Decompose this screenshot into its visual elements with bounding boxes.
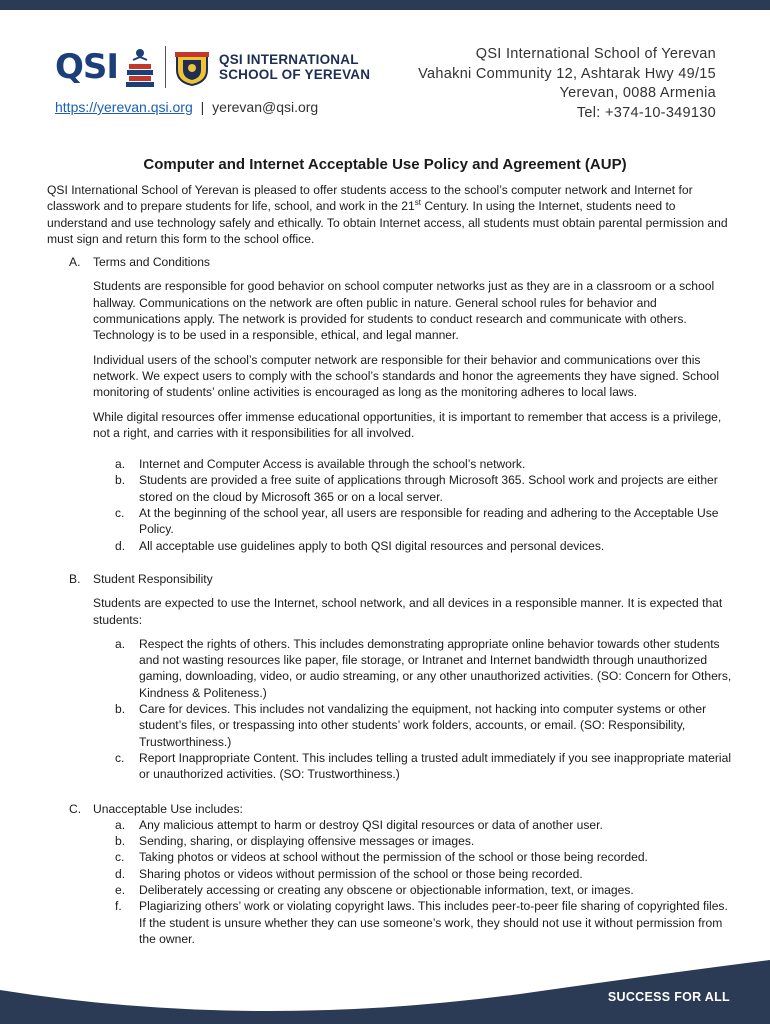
list-item bbox=[115, 750, 737, 783]
list-item bbox=[115, 538, 737, 554]
school-address bbox=[418, 45, 716, 123]
section-a-paragraph-3: While digital resources offer immense educational opportunities, it is important to remember that access is a privilege, not a right, and carries with it responsibilities for all involved. bbox=[93, 409, 722, 440]
section-label: B. bbox=[69, 571, 81, 586]
section-title: Student Responsibility bbox=[93, 571, 213, 586]
list-marker: c. bbox=[115, 850, 125, 865]
list-marker: b. bbox=[115, 702, 126, 717]
list-item bbox=[115, 636, 737, 701]
list-item bbox=[115, 472, 737, 505]
list-text: Students are provided a free suite of applications through Microsoft 365. School work and projects are either stored on the cloud by Microsoft 365 or on a local server. bbox=[139, 473, 718, 504]
list-text: Internet and Computer Access is available through the school’s network. bbox=[139, 457, 526, 472]
address-line-2: Vahakni Community 12, Ashtarak Hwy 49/15 bbox=[418, 65, 716, 82]
list-marker: a. bbox=[115, 817, 126, 832]
list-text: Care for devices. This includes not vandalizing the equipment, not hacking into computer systems or other student’s files, or trespassing into other students’ work folders, accounts, or email. (SO: Responsibility, Trustworthiness.) bbox=[139, 702, 707, 749]
intro-text-1: QSI International School of Yerevan is pleased to offer students access to the school’s computer network and Internet for classwork and to prepare students for life, school, and work in the 21 bbox=[47, 183, 693, 214]
link-separator: | bbox=[200, 99, 205, 115]
list-text: All acceptable use guidelines apply to both QSI digital resources and personal devices. bbox=[139, 538, 605, 553]
address-line-1: QSI International School of Yerevan bbox=[475, 46, 716, 62]
section-b-heading bbox=[47, 571, 737, 587]
section-title: Unacceptable Use includes: bbox=[93, 801, 243, 816]
list-marker: b. bbox=[115, 473, 126, 488]
list-item bbox=[115, 817, 737, 833]
document-body bbox=[47, 182, 737, 947]
school-name bbox=[219, 52, 370, 82]
list-item bbox=[115, 505, 737, 538]
list-item bbox=[115, 456, 737, 472]
address-line-3: Yerevan, 0088 Armenia bbox=[559, 85, 716, 101]
list-marker: d. bbox=[115, 538, 126, 553]
website-link[interactable]: https://yerevan.qsi.org bbox=[55, 99, 193, 115]
list-marker: a. bbox=[115, 636, 126, 651]
section-label: C. bbox=[69, 801, 82, 816]
email-address: yerevan@qsi.org bbox=[212, 99, 319, 115]
list-marker: f. bbox=[115, 899, 122, 914]
list-marker: d. bbox=[115, 866, 126, 881]
list-marker: c. bbox=[115, 506, 125, 521]
list-text: Deliberately accessing or creating any obscene or objectionable information, text, or images. bbox=[139, 882, 634, 897]
intro-paragraph bbox=[47, 182, 737, 247]
section-a-heading bbox=[47, 254, 737, 270]
school-logo bbox=[55, 44, 385, 94]
section-a-paragraph-2: Individual users of the school’s computer network are responsible for their behavior and communications over this network. We expect users to comply with the school’s standards and honor the agreements they have signed. School monitoring of students’ online activities is encouraged as long as the monitoring adheres to local laws. bbox=[93, 352, 720, 400]
list-text: At the beginning of the school year, all users are responsible for reading and adhering to the Acceptable Use Policy. bbox=[139, 506, 719, 537]
list-item bbox=[115, 866, 737, 882]
list-text: Taking photos or videos at school without the permission of the school or those being recorded. bbox=[139, 850, 648, 865]
list-marker: b. bbox=[115, 834, 126, 849]
list-item bbox=[115, 701, 737, 750]
list-item bbox=[115, 898, 737, 947]
top-banner-bar bbox=[0, 0, 770, 10]
logo-divider bbox=[165, 46, 166, 88]
list-text: Any malicious attempt to harm or destroy QSI digital resources or data of another user. bbox=[139, 817, 603, 832]
intro-superscript: st bbox=[414, 198, 421, 208]
list-text: Report Inappropriate Content. This includes telling a trusted adult immediately if you see inappropriate material or unauthorized activities. (SO: Trustworthiness.) bbox=[139, 750, 732, 782]
list-item bbox=[115, 849, 737, 865]
list-marker: e. bbox=[115, 882, 126, 897]
contact-links bbox=[55, 99, 318, 115]
section-a-list bbox=[115, 456, 737, 554]
books-icon bbox=[123, 48, 157, 88]
intro-text-2: Century. In using the Internet, students need to understand and use technology safely and ethically. To obtain Internet access, all students must obtain parental permission and must sign and return this form to the school office. bbox=[47, 199, 728, 246]
document-title: Computer and Internet Acceptable Use Policy and Agreement (AUP) bbox=[143, 156, 627, 173]
phone-number: Tel: +374-10-349130 bbox=[576, 104, 716, 121]
qsi-logo-text: QSI bbox=[55, 47, 119, 87]
list-text: Plagiarizing others’ work or violating copyright laws. This includes peer-to-peer file sharing of copyrighted files. If the student is unsure whether they can use someone’s work, they should not use it without permission from the owner. bbox=[139, 899, 728, 946]
section-label: A. bbox=[69, 255, 81, 270]
list-marker: c. bbox=[115, 750, 125, 765]
list-text: Respect the rights of others. This includes demonstrating appropriate online behavior towards other students and not wasting resources like paper, file storage, or Intranet and Internet bandwidth through unauthorized gaming, downloading, video, or audio streaming, or any other unauthorized activities. (SO: Concern for Others, Kindness & Politeness.) bbox=[139, 636, 732, 700]
school-name-line2: SCHOOL OF YEREVAN bbox=[219, 67, 371, 82]
list-item bbox=[115, 833, 737, 849]
list-item bbox=[115, 882, 737, 898]
footer-tagline: SUCCESS FOR ALL bbox=[607, 990, 730, 1004]
section-c-list bbox=[115, 817, 737, 947]
section-b-paragraph-1: Students are expected to use the Internet, school network, and all devices in a responsible manner. It is expected that students: bbox=[93, 596, 723, 627]
school-crest-icon bbox=[173, 50, 211, 86]
section-a-paragraph-1: Students are responsible for good behavior on school computer networks just as they are in a classroom or a school hallway. Communications on the network are often public in nature. General school rules for behavior and communications apply. The network is provided for students to conduct research and communicate with others. Technology is to be used in a responsible, ethical, and legal manner. bbox=[93, 279, 715, 343]
list-text: Sharing photos or videos without permission of the school or those being recorded. bbox=[139, 866, 583, 881]
list-text: Sending, sharing, or displaying offensive messages or images. bbox=[139, 834, 475, 849]
section-c-heading bbox=[47, 801, 737, 817]
school-name-line1: QSI INTERNATIONAL bbox=[219, 52, 359, 67]
section-title: Terms and Conditions bbox=[93, 255, 210, 270]
section-b-list bbox=[115, 636, 737, 783]
list-marker: a. bbox=[115, 457, 126, 472]
